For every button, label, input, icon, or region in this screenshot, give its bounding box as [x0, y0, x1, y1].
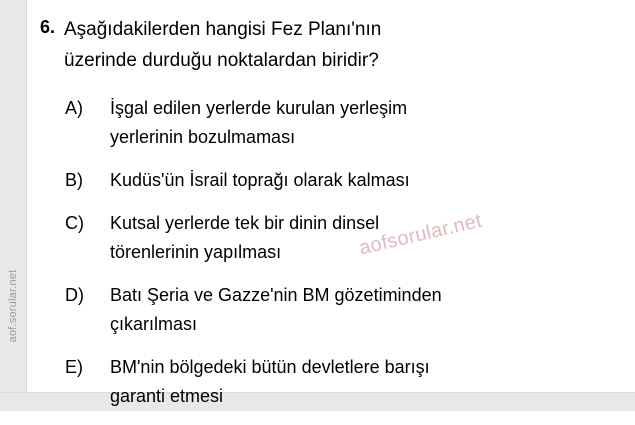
option-b-label: B) — [65, 170, 83, 190]
option-d-line-2: çıkarılması — [110, 314, 198, 334]
option-a-line-2: yerlerinin bozulmaması — [110, 127, 296, 147]
option-c-line-1: Kutsal yerlerde tek bir dinin dinsel — [110, 213, 380, 233]
option-e-line-1: BM'nin bölgedeki bütün devletlere barışı — [110, 357, 430, 377]
question-text-line-2: üzerinde durduğu noktalardan biridir? — [64, 50, 379, 71]
option-e-text — [110, 353, 609, 411]
option-d-line-1: Batı Şeria ve Gazze'nin BM gözetiminden — [110, 285, 442, 305]
options-list — [65, 94, 625, 425]
question-text — [64, 14, 568, 76]
option-c-label: C) — [65, 213, 84, 233]
option-e-line-2: garanti etmesi — [110, 386, 224, 406]
option-e-label: E) — [65, 357, 83, 377]
option-c-text — [110, 209, 609, 267]
option-a-label: A) — [65, 98, 83, 118]
question-text-line-1: Aşağıdakilerden hangisi Fez Planı'nın — [64, 19, 382, 40]
option-b-line-1: Kudüs'ün İsrail toprağı olarak kalması — [110, 170, 410, 190]
option-d-label: D) — [65, 285, 84, 305]
option-d[interactable] — [65, 281, 625, 339]
option-b-text — [110, 166, 609, 195]
option-c-line-2: törenlerinin yapılması — [110, 242, 282, 262]
question-block — [27, 14, 622, 76]
center-watermark: aofsorular.net — [357, 209, 485, 260]
option-d-text — [110, 281, 609, 339]
option-e[interactable] — [65, 353, 625, 411]
question-number: 6. — [39, 17, 55, 37]
question-page — [27, 0, 635, 406]
side-watermark: aof.sorular.net — [7, 269, 19, 343]
option-b[interactable] — [65, 166, 625, 195]
option-a[interactable] — [65, 94, 625, 152]
option-a-text — [110, 94, 609, 152]
option-a-line-1: İşgal edilen yerlerde kurulan yerleşim — [110, 98, 408, 118]
option-c[interactable] — [65, 209, 625, 267]
